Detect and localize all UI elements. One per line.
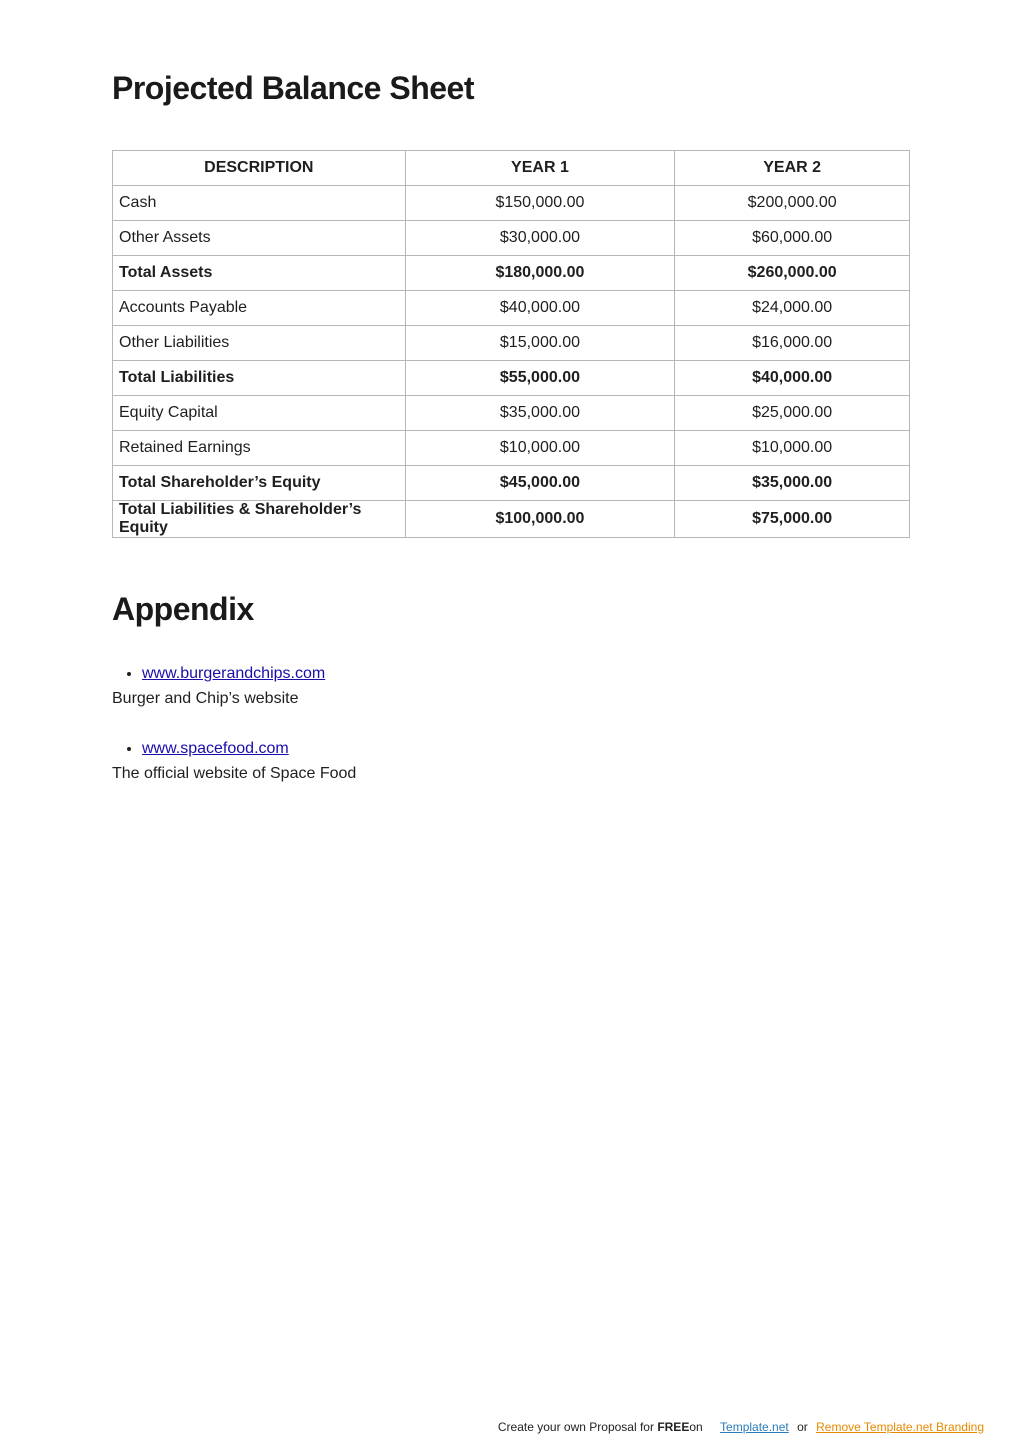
reference-link[interactable]: www.spacefood.com: [142, 740, 289, 757]
row-year-1: $150,000.00: [405, 186, 675, 221]
reference-description: The official website of Space Food: [112, 765, 357, 782]
row-year-1: $100,000.00: [405, 501, 675, 538]
remove-branding-link[interactable]: Remove Template.net Branding: [816, 1420, 984, 1434]
row-year-1: $30,000.00: [405, 221, 675, 256]
row-year-2: $24,000.00: [675, 291, 910, 326]
footer-prefix: Create your own Proposal for: [497, 1420, 654, 1434]
row-year-2: $25,000.00: [675, 396, 910, 431]
reference-description: Burger and Chip’s website: [112, 690, 299, 707]
row-description: Retained Earnings: [113, 431, 406, 466]
row-year-2: $35,000.00: [675, 466, 910, 501]
template-net-link[interactable]: Template.net: [720, 1420, 789, 1434]
header-description: DESCRIPTION: [113, 151, 406, 186]
list-item: [142, 737, 356, 761]
table-row: [113, 221, 910, 256]
table-header-row: [113, 151, 910, 186]
appendix-reference: [112, 662, 325, 711]
table-row: [113, 431, 910, 466]
row-year-1: $55,000.00: [405, 361, 675, 396]
row-year-2: $260,000.00: [675, 256, 910, 291]
row-year-2: $10,000.00: [675, 431, 910, 466]
row-year-1: $35,000.00: [405, 396, 675, 431]
row-year-2: $60,000.00: [675, 221, 910, 256]
row-year-1: $40,000.00: [405, 291, 675, 326]
row-year-1: $10,000.00: [405, 431, 675, 466]
row-description: Other Liabilities: [113, 326, 406, 361]
header-year-1: YEAR 1: [405, 151, 675, 186]
row-year-2: $75,000.00: [675, 501, 910, 538]
page-title: Projected Balance Sheet: [112, 70, 474, 106]
table-total-row: [113, 501, 910, 538]
row-year-2: $200,000.00: [675, 186, 910, 221]
row-description: Equity Capital: [113, 396, 406, 431]
appendix-title: Appendix: [112, 591, 254, 627]
footer-branding: [498, 1420, 984, 1434]
table-total-row: [113, 256, 910, 291]
row-year-1: $15,000.00: [405, 326, 675, 361]
footer-free: FREE: [657, 1420, 690, 1434]
row-description: Accounts Payable: [113, 291, 406, 326]
table-row: [113, 291, 910, 326]
row-year-2: $16,000.00: [675, 326, 910, 361]
row-year-2: $40,000.00: [675, 361, 910, 396]
footer-on: on: [689, 1420, 703, 1434]
table-row: [113, 396, 910, 431]
appendix-reference: [112, 737, 356, 786]
row-year-1: $45,000.00: [405, 466, 675, 501]
list-item: [142, 662, 325, 686]
reference-link[interactable]: www.burgerandchips.com: [142, 665, 326, 682]
table-row: [113, 326, 910, 361]
table-row: [113, 186, 910, 221]
row-description: Total Liabilities & Shareholder’s Equity: [113, 501, 406, 538]
reference-list: [112, 737, 356, 761]
footer-or: or: [797, 1420, 808, 1434]
row-description: Total Shareholder’s Equity: [113, 466, 406, 501]
balance-sheet-table: [112, 150, 910, 538]
header-year-2: YEAR 2: [675, 151, 910, 186]
row-description: Cash: [113, 186, 406, 221]
row-description: Other Assets: [113, 221, 406, 256]
row-description: Total Assets: [113, 256, 406, 291]
row-year-1: $180,000.00: [405, 256, 675, 291]
row-description: Total Liabilities: [113, 361, 406, 396]
reference-list: [112, 662, 325, 686]
table-total-row: [113, 466, 910, 501]
table-total-row: [113, 361, 910, 396]
